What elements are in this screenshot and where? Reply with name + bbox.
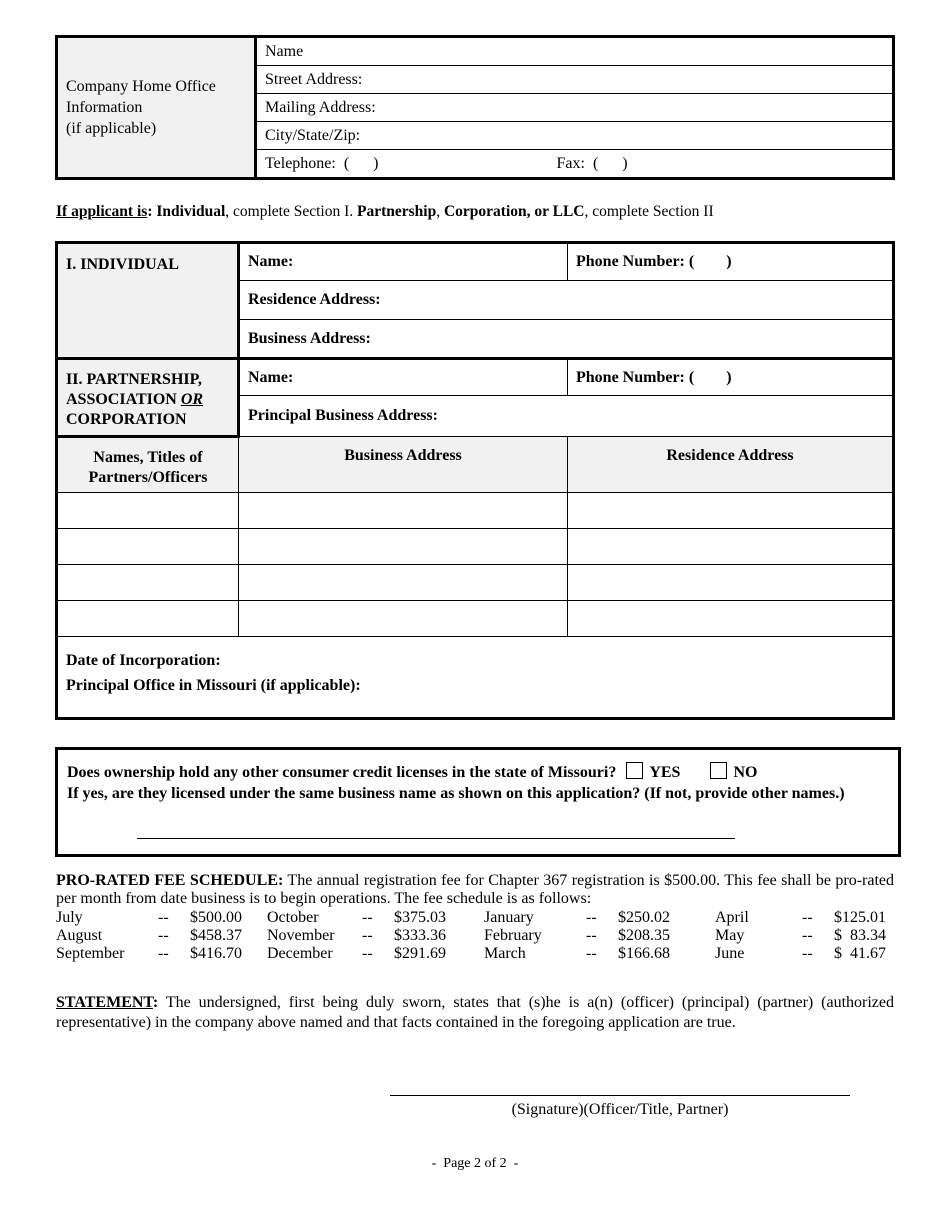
officer-residence-cell[interactable] <box>568 601 894 637</box>
col-business-header: Business Address <box>239 437 568 493</box>
applicant-instruction: If applicant is: Individual, complete Section I. Partnership, Corporation, or LLC, complete Section II <box>56 203 714 220</box>
ownership-question: Does ownership hold any other consumer credit licenses in the state of Missouri? <box>67 764 617 781</box>
fee-schedule-table <box>56 909 894 963</box>
yes-checkbox[interactable] <box>626 762 643 779</box>
signature-line[interactable] <box>390 1095 850 1096</box>
table-row <box>57 529 894 565</box>
officer-name-cell[interactable] <box>57 493 239 529</box>
officer-residence-cell[interactable] <box>568 565 894 601</box>
home-office-label: Company Home Office Information (if applicable) <box>57 37 256 179</box>
other-names-line[interactable] <box>137 838 735 839</box>
table-row <box>57 601 894 637</box>
ownership-question-box <box>55 747 901 857</box>
section1-residence-field[interactable]: Residence Address: <box>239 281 894 320</box>
signature-caption: (Signature)(Officer/Title, Partner) <box>511 1101 729 1118</box>
no-checkbox[interactable] <box>710 762 727 779</box>
col-names-header: Names, Titles of Partners/Officers <box>57 437 239 493</box>
section2-name-field[interactable]: Name: <box>239 359 568 396</box>
date-of-incorporation-field[interactable]: Date of Incorporation: <box>66 652 221 669</box>
section2-principal-field[interactable]: Principal Business Address: <box>239 396 894 437</box>
home-name-field[interactable]: Name <box>256 37 894 66</box>
section1-name-field[interactable]: Name: <box>239 243 568 281</box>
statement-paragraph: STATEMENT: The undersigned, first being duly sworn, states that (s)he is a(n) (officer) (principal) (partner) (authorized representative) in the company above named and that facts contained in the foregoing application are true. <box>56 994 894 1031</box>
officer-residence-cell[interactable] <box>568 493 894 529</box>
table-row: August -- $458.37 November -- $333.36 February -- $208.35 May -- $ 83.34 <box>56 927 886 944</box>
table-row: September -- $416.70 December -- $291.69 March -- $166.68 June -- $ 41.67 <box>56 945 886 962</box>
home-fax[interactable]: Fax: ( ) <box>556 154 628 172</box>
officer-name-cell[interactable] <box>57 601 239 637</box>
sections-table <box>55 241 895 720</box>
principal-office-missouri-field[interactable]: Principal Office in Missouri (if applicable): <box>66 677 361 694</box>
home-phone-fax-field[interactable] <box>256 150 894 179</box>
section2-phone-field[interactable]: Phone Number: ( ) <box>568 359 894 396</box>
home-telephone[interactable]: Telephone: ( ) <box>265 154 379 172</box>
table-row <box>57 565 894 601</box>
home-mailing-field[interactable]: Mailing Address: <box>256 94 894 122</box>
officer-business-cell[interactable] <box>239 529 568 565</box>
ownership-followup: If yes, are they licensed under the same business name as shown on this application? (If not, provide other names.) <box>67 785 845 802</box>
col-residence-header: Residence Address <box>568 437 894 493</box>
officer-residence-cell[interactable] <box>568 529 894 565</box>
section2-title: II. PARTNERSHIP, ASSOCIATION OR CORPORATION <box>57 359 239 437</box>
officer-business-cell[interactable] <box>239 601 568 637</box>
table-row <box>57 493 894 529</box>
officer-name-cell[interactable] <box>57 565 239 601</box>
officer-name-cell[interactable] <box>57 529 239 565</box>
section1-business-field[interactable]: Business Address: <box>239 320 894 359</box>
table-row: July -- $500.00 October -- $375.03 January -- $250.02 April -- $125.01 <box>56 909 886 926</box>
officer-business-cell[interactable] <box>239 493 568 529</box>
no-label: NO <box>733 764 758 781</box>
home-city-field[interactable]: City/State/Zip: <box>256 122 894 150</box>
yes-label: YES <box>649 764 681 781</box>
incorporation-block <box>57 637 894 719</box>
page-number: - Page 2 of 2 - <box>431 1156 519 1171</box>
home-street-field[interactable]: Street Address: <box>256 66 894 94</box>
fee-schedule-paragraph: PRO-RATED FEE SCHEDULE: The annual registration fee for Chapter 367 registration is $500.00. This fee shall be pro-rated per month from date business is to begin operations. The fee schedule is as follows: <box>56 872 895 907</box>
section1-phone-field[interactable]: Phone Number: ( ) <box>568 243 894 281</box>
home-office-table <box>55 35 895 180</box>
section1-title: I. INDIVIDUAL <box>57 243 239 359</box>
officer-business-cell[interactable] <box>239 565 568 601</box>
